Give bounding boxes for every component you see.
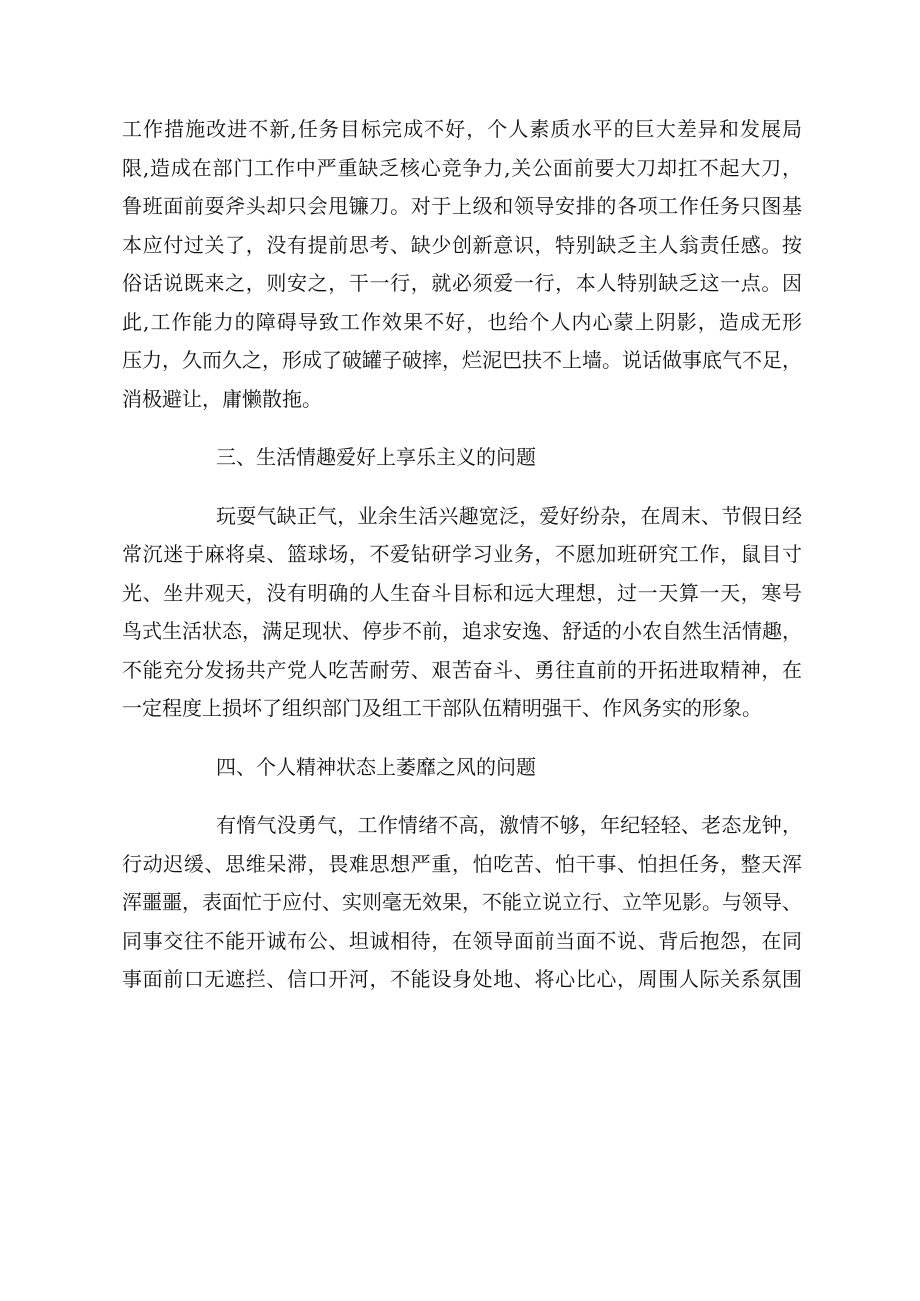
paragraph-line: 光、坐井观天，没有明确的人生奋斗目标和远大理想，过一天算一天，寒号	[122, 580, 802, 605]
paragraph-line: 消极避让，庸懒散拖。	[122, 386, 322, 411]
paragraph-line: 行动迟缓、思维呆滞，畏难思想严重，怕吃苦、怕干事、怕担任务，整天浑	[122, 851, 802, 876]
paragraph-lifestyle	[122, 497, 802, 728]
document-body	[122, 110, 802, 999]
paragraph-line: 本应付过关了，没有提前思考、缺少创新意识，特别缺乏主人翁责任感。按	[122, 232, 802, 257]
paragraph-line: 俗话说既来之，则安之，干一行，就必须爱一行，本人特别缺乏这一点。因	[122, 271, 802, 295]
paragraph-line: 有惰气没勇气，工作情绪不高，激情不够，年纪轻轻、老态龙钟，	[216, 813, 802, 837]
paragraph-line: 工作措施改进不新,任务目标完成不好，个人素质水平的巨大差异和发展局	[122, 117, 802, 141]
paragraph-line: 不能充分发扬共产党人吃苦耐劳、艰苦奋斗、勇往直前的开拓进取精神，在	[122, 657, 802, 682]
paragraph-line: 常沉迷于麻将桌、篮球场，不爱钻研学习业务，不愿加班研究工作，鼠目寸	[122, 542, 802, 566]
section-heading-3: 三、生活情趣爱好上享乐主义的问题	[216, 445, 536, 469]
paragraph-line: 鲁班面前耍斧头却只会甩镰刀。对于上级和领导安排的各项工作任务只图基	[122, 194, 802, 218]
paragraph-line: 限,造成在部门工作中严重缺乏核心竞争力,关公面前要大刀却扛不起大刀，	[122, 155, 802, 180]
paragraph-line: 事面前口无遮拦、信口开河，不能设身处地、将心比心，周围人际关系氛围	[122, 967, 802, 991]
paragraph-line: 同事交往不能开诚布公、坦诚相待，在领导面前当面不说、背后抱怨，在同	[122, 928, 802, 953]
paragraph-line: 此,工作能力的障碍导致工作效果不好，也给个人内心蒙上阴影，造成无形	[122, 309, 802, 334]
section-heading-4: 四、个人精神状态上萎靡之风的问题	[216, 754, 536, 779]
paragraph-line: 浑噩噩，表面忙于应付、实则毫无效果，不能立说立行、立竿见影。与领导、	[122, 890, 802, 914]
paragraph-line: 一定程度上损坏了组织部门及组工干部队伍精明强干、作风务实的形象。	[122, 696, 762, 720]
paragraph-line: 压力，久而久之，形成了破罐子破摔，烂泥巴扶不上墙。说话做事底气不足，	[122, 348, 802, 372]
paragraph-line: 鸟式生活状态，满足现状、停步不前，追求安逸、舒适的小农自然生活情趣，	[122, 619, 802, 643]
paragraph-spirit	[122, 806, 802, 999]
paragraph-work-ability	[122, 110, 802, 418]
paragraph-line: 玩耍气缺正气，业余生活兴趣宽泛，爱好纷杂，在周末、节假日经	[216, 503, 802, 528]
